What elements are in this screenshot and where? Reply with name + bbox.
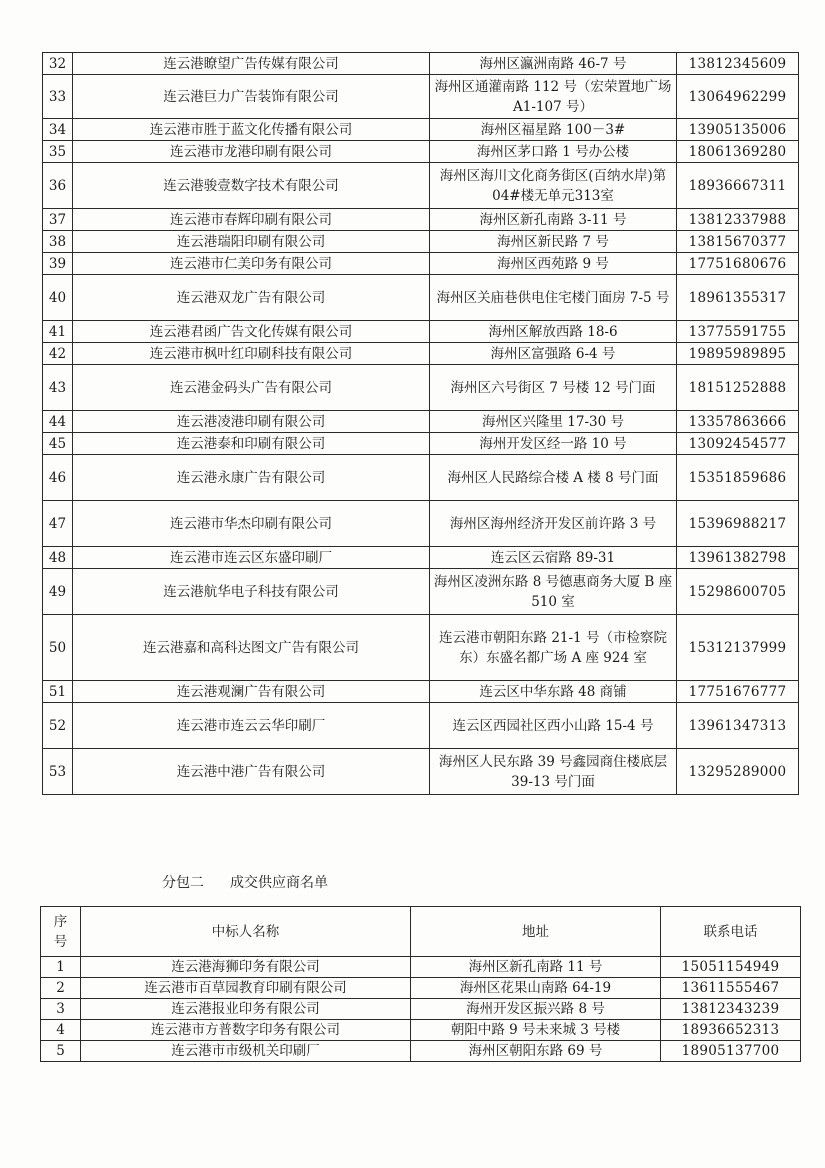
company-name: 连云港市方普数字印务有限公司	[81, 1020, 411, 1041]
company-address: 海州区西苑路 9 号	[430, 253, 677, 275]
row-number: 35	[43, 141, 73, 163]
company-name: 连云港巨力广告装饰有限公司	[73, 75, 430, 119]
row-number: 4	[41, 1020, 81, 1041]
package-label: 分包二	[162, 875, 204, 891]
header-number: 序号	[41, 907, 81, 957]
table-row	[41, 957, 801, 978]
company-address: 海州开发区经一路 10 号	[430, 433, 677, 455]
company-phone: 18936652313	[661, 1020, 801, 1041]
company-address: 海州区朝阳东路 69 号	[411, 1041, 661, 1062]
company-address: 连云区西园社区西小山路 15-4 号	[430, 703, 677, 749]
company-name: 连云港中港广告有限公司	[73, 749, 430, 795]
company-phone: 13961347313	[677, 703, 799, 749]
row-number: 47	[43, 501, 73, 547]
row-number: 3	[41, 999, 81, 1020]
company-name: 连云港市连云云华印刷厂	[73, 703, 430, 749]
company-name: 连云港嘉和高科达图文广告有限公司	[73, 615, 430, 681]
company-address: 海州区茅口路 1 号办公楼	[430, 141, 677, 163]
company-address: 海州区富强路 6-4 号	[430, 343, 677, 365]
winning-supplier-table	[40, 906, 801, 1062]
company-address: 海州区新民路 7 号	[430, 231, 677, 253]
row-number: 42	[43, 343, 73, 365]
table-row	[43, 141, 799, 163]
company-name: 连云港市仁美印务有限公司	[73, 253, 430, 275]
company-name: 连云港凌港印刷有限公司	[73, 411, 430, 433]
table-row	[41, 999, 801, 1020]
row-number: 52	[43, 703, 73, 749]
table-header-row	[41, 907, 801, 957]
company-address: 海州区兴隆里 17-30 号	[430, 411, 677, 433]
table-row	[43, 275, 799, 321]
company-address: 连云区中华东路 48 商铺	[430, 681, 677, 703]
company-name: 连云港观澜广告有限公司	[73, 681, 430, 703]
row-number: 2	[41, 978, 81, 999]
company-phone: 15312137999	[677, 615, 799, 681]
supplier-table-part1	[42, 52, 799, 795]
company-phone: 17751680676	[677, 253, 799, 275]
company-phone: 18936667311	[677, 163, 799, 209]
company-phone: 13611555467	[661, 978, 801, 999]
table-row	[43, 681, 799, 703]
company-name: 连云港报业印务有限公司	[81, 999, 411, 1020]
company-address: 海州区福星路 100－3#	[430, 119, 677, 141]
row-number: 40	[43, 275, 73, 321]
company-phone: 18061369280	[677, 141, 799, 163]
company-address: 海州区海川文化商务街区(百纳水岸)第04#楼无单元313室	[430, 163, 677, 209]
table-row	[43, 321, 799, 343]
company-name: 连云港骏壹数字技术有限公司	[73, 163, 430, 209]
company-name: 连云港泰和印刷有限公司	[73, 433, 430, 455]
table-row	[43, 253, 799, 275]
company-address: 连云区云宿路 89-31	[430, 547, 677, 569]
row-number: 41	[43, 321, 73, 343]
company-address: 海州区海州经济开发区前许路 3 号	[430, 501, 677, 547]
company-address: 海州区凌洲东路 8 号德惠商务大厦 B 座 510 室	[430, 569, 677, 615]
company-address: 海州区人民东路 39 号鑫园商住楼底层 39-13 号门面	[430, 749, 677, 795]
table-row	[43, 501, 799, 547]
company-address: 海州区瀛洲南路 46-7 号	[430, 53, 677, 75]
table-row	[43, 343, 799, 365]
table-row	[43, 749, 799, 795]
table-row	[43, 569, 799, 615]
company-name: 连云港君函广告文化传媒有限公司	[73, 321, 430, 343]
header-phone: 联系电话	[661, 907, 801, 957]
company-name: 连云港市龙港印刷有限公司	[73, 141, 430, 163]
company-phone: 13961382798	[677, 547, 799, 569]
company-phone: 13775591755	[677, 321, 799, 343]
table-row	[43, 547, 799, 569]
company-phone: 15396988217	[677, 501, 799, 547]
row-number: 5	[41, 1041, 81, 1062]
row-number: 46	[43, 455, 73, 501]
table-row	[41, 978, 801, 999]
row-number: 53	[43, 749, 73, 795]
section-heading	[162, 872, 328, 892]
table-row	[43, 615, 799, 681]
header-name: 中标人名称	[81, 907, 411, 957]
company-phone: 15351859686	[677, 455, 799, 501]
company-address: 海州区解放西路 18-6	[430, 321, 677, 343]
company-phone: 13815670377	[677, 231, 799, 253]
company-phone: 13092454577	[677, 433, 799, 455]
company-phone: 13064962299	[677, 75, 799, 119]
company-phone: 13357863666	[677, 411, 799, 433]
table-row	[43, 231, 799, 253]
row-number: 44	[43, 411, 73, 433]
row-number: 45	[43, 433, 73, 455]
table-row	[43, 163, 799, 209]
company-phone: 13295289000	[677, 749, 799, 795]
row-number: 43	[43, 365, 73, 411]
company-phone: 19895989895	[677, 343, 799, 365]
company-address: 海州区通灌南路 112 号（宏荣置地广场 A1-107 号）	[430, 75, 677, 119]
table-row	[43, 703, 799, 749]
company-name: 连云港市市级机关印刷厂	[81, 1041, 411, 1062]
row-number: 38	[43, 231, 73, 253]
company-phone: 15051154949	[661, 957, 801, 978]
company-address: 海州开发区振兴路 8 号	[411, 999, 661, 1020]
table-row	[41, 1020, 801, 1041]
company-address: 海州区六号街区 7 号楼 12 号门面	[430, 365, 677, 411]
company-name: 连云港瞭望广告传媒有限公司	[73, 53, 430, 75]
company-name: 连云港海狮印务有限公司	[81, 957, 411, 978]
company-address: 海州区花果山南路 64-19	[411, 978, 661, 999]
row-number: 49	[43, 569, 73, 615]
company-name: 连云港市华杰印刷有限公司	[73, 501, 430, 547]
company-phone: 13812337988	[677, 209, 799, 231]
table-row	[43, 433, 799, 455]
company-name: 连云港航华电子科技有限公司	[73, 569, 430, 615]
row-number: 34	[43, 119, 73, 141]
company-address: 海州区人民路综合楼 A 楼 8 号门面	[430, 455, 677, 501]
row-number: 39	[43, 253, 73, 275]
company-address: 海州区新孔南路 11 号	[411, 957, 661, 978]
row-number: 36	[43, 163, 73, 209]
row-number: 1	[41, 957, 81, 978]
company-phone: 18961355317	[677, 275, 799, 321]
company-address: 连云港市朝阳东路 21-1 号（市检察院东）东盛名都广场 A 座 924 室	[430, 615, 677, 681]
table-row	[43, 411, 799, 433]
row-number: 33	[43, 75, 73, 119]
company-address: 朝阳中路 9 号未来城 3 号楼	[411, 1020, 661, 1041]
table-row	[41, 1041, 801, 1062]
header-address: 地址	[411, 907, 661, 957]
table-row	[43, 119, 799, 141]
row-number: 50	[43, 615, 73, 681]
company-name: 连云港市连云区东盛印刷厂	[73, 547, 430, 569]
company-phone: 15298600705	[677, 569, 799, 615]
company-address: 海州区关庙巷供电住宅楼门面房 7-5 号	[430, 275, 677, 321]
company-name: 连云港瑞阳印刷有限公司	[73, 231, 430, 253]
section-title: 成交供应商名单	[230, 875, 328, 891]
company-phone: 13812343239	[661, 999, 801, 1020]
company-phone: 13905135006	[677, 119, 799, 141]
company-name: 连云港金码头广告有限公司	[73, 365, 430, 411]
company-name: 连云港市枫叶红印刷科技有限公司	[73, 343, 430, 365]
row-number: 32	[43, 53, 73, 75]
table-row	[43, 365, 799, 411]
company-name: 连云港双龙广告有限公司	[73, 275, 430, 321]
table-row	[43, 455, 799, 501]
company-name: 连云港永康广告有限公司	[73, 455, 430, 501]
company-address: 海州区新孔南路 3-11 号	[430, 209, 677, 231]
company-phone: 13812345609	[677, 53, 799, 75]
row-number: 48	[43, 547, 73, 569]
company-phone: 18151252888	[677, 365, 799, 411]
table-row	[43, 75, 799, 119]
company-name: 连云港市胜于蓝文化传播有限公司	[73, 119, 430, 141]
row-number: 37	[43, 209, 73, 231]
table-row	[43, 53, 799, 75]
row-number: 51	[43, 681, 73, 703]
company-phone: 18905137700	[661, 1041, 801, 1062]
company-name: 连云港市春辉印刷有限公司	[73, 209, 430, 231]
table-row	[43, 209, 799, 231]
company-name: 连云港市百草园教育印刷有限公司	[81, 978, 411, 999]
company-phone: 17751676777	[677, 681, 799, 703]
